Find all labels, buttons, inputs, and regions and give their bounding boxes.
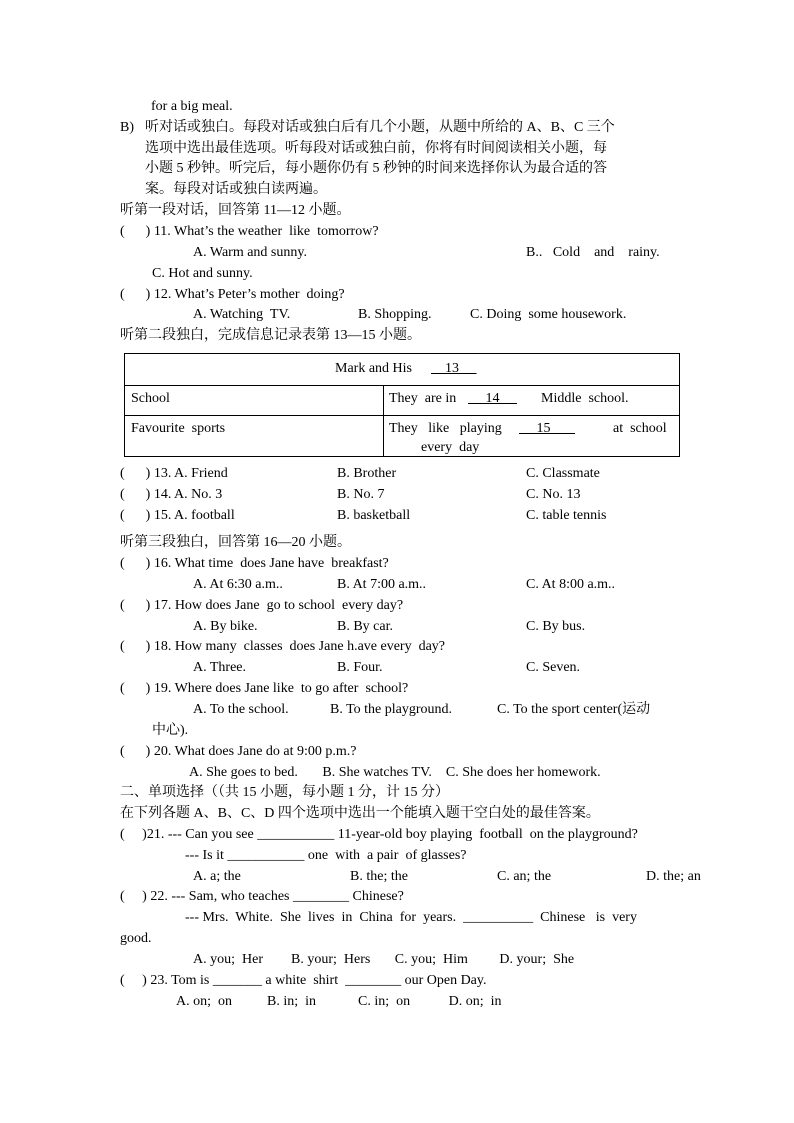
question-17: ( ) 17. How does Jane go to school every day?: [120, 598, 404, 613]
question-22: ( ) 22. --- Sam, who teaches ________ Chinese?: [120, 889, 404, 904]
option: A. a; the: [193, 869, 241, 884]
option: B. At 7:00 a.m..: [337, 577, 427, 592]
table-cell-text: They like playing: [389, 421, 502, 436]
blank-13: [431, 360, 477, 378]
option: B. To the playground.: [330, 702, 453, 717]
question-21-line2: --- Is it ___________ one with a pair of glasses?: [185, 848, 467, 863]
text-line: for a big meal.: [151, 99, 233, 114]
table-row: [125, 385, 679, 416]
question-15: ( ) 15. A. football: [120, 508, 235, 523]
option: C. table tennis: [526, 508, 607, 523]
question-20: ( ) 20. What does Jane do at 9:00 p.m.?: [120, 744, 357, 759]
instruction-line: 听对话或独白。每段对话或独白后有几个小题，从题中所给的 A、B、C 三个: [145, 120, 615, 135]
table-cell-text: Middle school.: [541, 391, 629, 406]
option: B. the; the: [350, 869, 408, 884]
part-instruction: 在下列各题 A、B、C、D 四个选项中选出一个能填入题干空白处的最佳答案。: [120, 806, 600, 821]
table-divider: [383, 385, 384, 456]
option: C. an; the: [497, 869, 552, 884]
option: B. Four.: [337, 660, 383, 675]
blank-13-number: 13: [445, 361, 459, 376]
blank-14: [468, 390, 517, 408]
info-table: [124, 353, 680, 457]
option-row: A. you; Her B. your; Hers C. you; Him D. your; She: [193, 952, 575, 967]
option: B. Brother: [337, 466, 397, 481]
table-row: [125, 415, 679, 456]
blank-15-number: 15: [536, 421, 551, 436]
instruction-line: 选项中选出最佳选项。听每段对话或独白前，你将有时间阅读相关小题，每: [145, 141, 607, 156]
section-heading: 听第一段对话，回答第 11—12 小题。: [120, 203, 351, 218]
option: A. Watching TV.: [193, 307, 291, 322]
option: B. No. 7: [337, 487, 385, 502]
option: A. At 6:30 a.m..: [193, 577, 283, 592]
option: C. Classmate: [526, 466, 600, 481]
blank-15: [519, 420, 575, 438]
question-23: ( ) 23. Tom is _______ a white shirt ________ our Open Day.: [120, 973, 487, 988]
section-heading: 听第三段独白，回答第 16—20 小题。: [120, 535, 351, 550]
option: 中心).: [152, 723, 189, 738]
instruction-line: 小题 5 秒钟。听完后，每小题你仍有 5 秒钟的时间来选择你认为最合适的答: [145, 161, 607, 176]
table-cell-label: School: [131, 391, 170, 406]
question-12: ( ) 12. What’s Peter’s mother doing?: [120, 287, 345, 302]
option: D. the; an: [646, 869, 701, 884]
option: C. Seven.: [526, 660, 581, 675]
question-14: ( ) 14. A. No. 3: [120, 487, 223, 502]
option: C. By bus.: [526, 619, 586, 634]
option: C. No. 13: [526, 487, 581, 502]
table-header-row: [125, 354, 679, 386]
option-row: A. on; on B. in; in C. in; on D. on; in: [176, 994, 502, 1009]
question-22-line3: good.: [120, 931, 152, 946]
instruction-line: 案。每段对话或独白读两遍。: [145, 182, 327, 197]
table-cell-text: They are in: [389, 391, 457, 406]
option: C. Hot and sunny.: [152, 266, 253, 281]
question-19: ( ) 19. Where does Jane like to go after school?: [120, 681, 409, 696]
option: A. To the school.: [193, 702, 289, 717]
option: B. Shopping.: [358, 307, 432, 322]
table-cell-text: at school: [613, 421, 667, 436]
question-22-line2: --- Mrs. White. She lives in China for years. __________ Chinese is very: [185, 910, 637, 925]
table-header-text: Mark and His: [335, 361, 412, 376]
question-16: ( ) 16. What time does Jane have breakfast?: [120, 556, 389, 571]
option: B.. Cold and rainy.: [526, 245, 660, 260]
option: C. At 8:00 a.m..: [526, 577, 616, 592]
option-row: A. She goes to bed. B. She watches TV. C. She does her homework.: [189, 765, 601, 780]
part-heading: 二、单项选择（（共 15 小题，每小题 1 分，计 15 分）: [120, 785, 449, 800]
section-heading: 听第二段独白，完成信息记录表第 13—15 小题。: [120, 328, 421, 343]
section-b-label: B): [120, 120, 134, 135]
table-cell-label: Favourite sports: [131, 421, 226, 436]
blank-14-number: 14: [485, 391, 500, 406]
question-18: ( ) 18. How many classes does Jane h.ave every day?: [120, 639, 446, 654]
option: B. basketball: [337, 508, 411, 523]
question-21: ( )21. --- Can you see ___________ 11-year-old boy playing football on the playground?: [120, 827, 638, 842]
option: C. To the sport center(运动: [497, 702, 651, 717]
option: A. By bike.: [193, 619, 258, 634]
option: A. Warm and sunny.: [193, 245, 307, 260]
table-cell-text: every day: [421, 440, 480, 455]
question-13: ( ) 13. A. Friend: [120, 466, 228, 481]
option: B. By car.: [337, 619, 393, 634]
option: C. Doing some housework.: [470, 307, 627, 322]
option: A. Three.: [193, 660, 246, 675]
question-11: ( ) 11. What’s the weather like tomorrow?: [120, 224, 379, 239]
